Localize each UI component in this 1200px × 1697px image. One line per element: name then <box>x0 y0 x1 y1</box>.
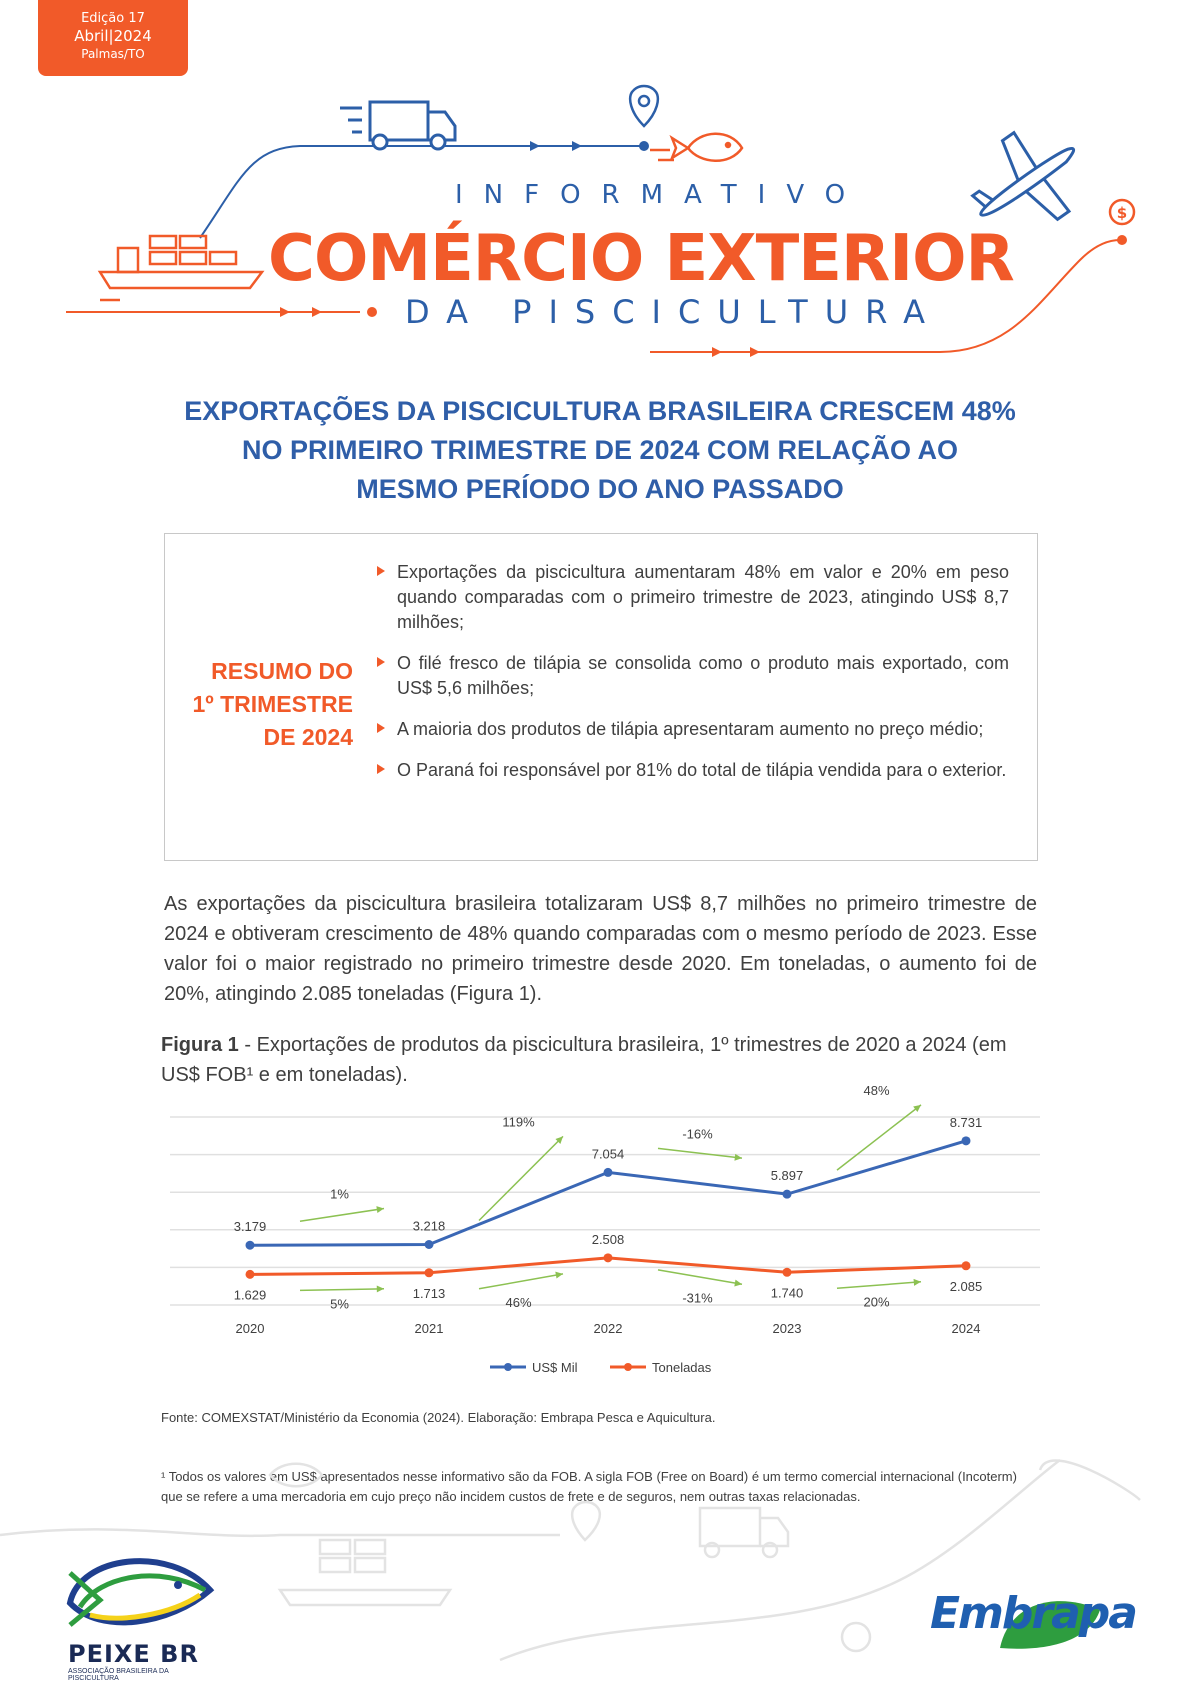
page-title: COMÉRCIO EXTERIOR <box>268 222 1014 296</box>
growth-arrow-head <box>555 1272 563 1279</box>
growth-arrow <box>300 1289 384 1291</box>
headline-line-2: NO PRIMEIRO TRIMESTRE DE 2024 COM RELAÇÃO AO <box>241 435 959 465</box>
dollar-icon <box>1110 200 1134 224</box>
growth-arrow <box>658 1270 742 1284</box>
growth-arrow <box>837 1105 921 1170</box>
legend-label: US$ Mil <box>532 1360 578 1375</box>
x-tick-label: 2024 <box>951 1321 981 1336</box>
data-label: 3.179 <box>233 1219 267 1235</box>
x-tick-label: 2022 <box>593 1321 623 1336</box>
data-point <box>783 1190 792 1199</box>
data-point <box>246 1241 255 1250</box>
summary-title-line-2: 1º TRIMESTRE <box>192 691 353 717</box>
bullet-text: O filé fresco de tilápia se consolida como o produto mais exportado, com US$ 5,6 milhões; <box>397 653 1009 698</box>
data-point <box>783 1268 792 1277</box>
summary-bullet <box>377 651 1009 701</box>
data-label: 1.629 <box>233 1287 267 1303</box>
data-label: 3.218 <box>412 1218 446 1234</box>
legend-marker <box>504 1363 512 1371</box>
growth-arrow-head <box>734 1280 742 1287</box>
legend-marker <box>624 1363 632 1371</box>
data-label: 7.054 <box>591 1146 625 1162</box>
growth-label: 119% <box>502 1114 535 1130</box>
edition-date: Abril|2024 <box>74 27 152 45</box>
data-point <box>246 1270 255 1279</box>
peixe-br-logo <box>60 1545 220 1682</box>
growth-label: 48% <box>863 1082 890 1098</box>
summary-bullets <box>377 560 1009 799</box>
bullet-text: Exportações da piscicultura aumentaram 48% em valor e 20% em peso quando comparadas com o primeiro trimestre de 2023, atingindo US$ 8,7 milhões; <box>397 562 1009 632</box>
page-subtitle: DA PISCICULTURA <box>405 293 942 331</box>
figure-caption <box>161 1030 1041 1090</box>
summary-title <box>175 655 353 754</box>
peixe-br-wordmark: PEIXE BR <box>68 1640 199 1668</box>
summary-bullet <box>377 758 1009 783</box>
exports-line-chart <box>150 1082 1050 1395</box>
bullet-text: A maioria dos produtos de tilápia apresentaram aumento no preço médio; <box>397 719 984 739</box>
fish-logo-icon <box>60 1545 220 1635</box>
fish-icon <box>650 134 742 161</box>
data-label: 8.731 <box>949 1114 983 1130</box>
svg-text:$: $ <box>1116 204 1128 222</box>
map-pin-icon <box>630 86 658 126</box>
figure-label: Figura 1 <box>161 1034 239 1056</box>
headline-line-1: EXPORTAÇÕES DA PISCICULTURA BRASILEIRA CRESCEM 48% <box>184 396 1016 426</box>
growth-arrow-head <box>377 1285 384 1292</box>
data-point <box>604 1168 613 1177</box>
ship-icon <box>100 236 262 300</box>
summary-title-line-1: RESUMO DO <box>211 658 353 684</box>
data-label: 1.713 <box>412 1285 446 1301</box>
growth-arrow <box>300 1209 384 1222</box>
bullet-arrow-icon <box>377 723 385 733</box>
embrapa-wordmark: Embrapa <box>930 1588 1136 1639</box>
data-label: 2.508 <box>591 1231 625 1247</box>
summary-bullet <box>377 717 1009 742</box>
bullet-arrow-icon <box>377 657 385 667</box>
figure-source: Fonte: COMEXSTAT/Ministério da Economia (2024). Elaboração: Embrapa Pesca e Aquicultura. <box>161 1410 716 1425</box>
growth-label: 1% <box>330 1186 349 1202</box>
figure-caption-text: - Exportações de produtos da piscicultura brasileira, 1º trimestres de 2020 a 2024 (em US$ FOB¹ e em toneladas). <box>161 1034 1007 1086</box>
peixe-br-subtitle: ASSOCIAÇÃO BRASILEIRA DA PISCICULTURA <box>68 1668 169 1682</box>
growth-label: -31% <box>682 1290 713 1306</box>
data-point <box>962 1261 971 1270</box>
legend-label: Toneladas <box>652 1360 712 1375</box>
data-point <box>425 1240 434 1249</box>
data-point <box>425 1268 434 1277</box>
summary-title-line-3: DE 2024 <box>263 724 353 750</box>
data-label: 2.085 <box>949 1278 983 1294</box>
edition-label: Edição 17 <box>81 11 145 26</box>
data-point <box>604 1253 613 1262</box>
growth-label: 5% <box>330 1296 349 1312</box>
informativo-label: INFORMATIVO <box>455 180 867 210</box>
footnote: ¹ Todos os valores em US$ apresentados nesse informativo são da FOB. A sigla FOB (Free on Board) é um termo comercial internacional (Incoterm) que se refere a uma mercadoria em cujo preço não incidem custos de frete e de seguros, nem outras taxas relacionadas. <box>161 1469 1017 1504</box>
growth-label: 46% <box>505 1294 532 1310</box>
x-tick-label: 2021 <box>414 1321 444 1336</box>
bullet-text: O Paraná foi responsável por 81% do total de tilápia vendida para o exterior. <box>397 760 1007 780</box>
bullet-arrow-icon <box>377 764 385 774</box>
edition-tag <box>38 0 188 76</box>
growth-arrow <box>479 1274 563 1289</box>
data-label: 5.897 <box>770 1168 804 1184</box>
growth-arrow-head <box>914 1279 921 1286</box>
growth-arrow <box>658 1148 742 1158</box>
summary-bullet <box>377 560 1009 635</box>
growth-arrow-head <box>376 1206 384 1213</box>
x-tick-label: 2023 <box>772 1321 802 1336</box>
body-paragraph: As exportações da piscicultura brasileira totalizaram US$ 8,7 milhões no primeiro trimestre de 2024 e obtiveram crescimento de 48% quando comparadas com o mesmo período de 2023. Esse valor foi o maior registrado no primeiro trimestre desde 2020. Em toneladas, o aumento foi de 20%, atingindo 2.085 toneladas (Figura 1). <box>164 893 1037 1005</box>
edition-place: Palmas/TO <box>81 47 145 61</box>
truck-icon <box>340 102 455 149</box>
embrapa-logo <box>930 1570 1140 1660</box>
headline <box>150 392 1050 509</box>
growth-label: 20% <box>863 1294 890 1310</box>
data-point <box>962 1136 971 1145</box>
x-tick-label: 2020 <box>235 1321 265 1336</box>
headline-line-3: MESMO PERÍODO DO ANO PASSADO <box>356 474 844 504</box>
bullet-arrow-icon <box>377 566 385 576</box>
growth-label: -16% <box>682 1126 713 1142</box>
data-label: 1.740 <box>770 1285 804 1301</box>
growth-arrow <box>837 1282 921 1288</box>
